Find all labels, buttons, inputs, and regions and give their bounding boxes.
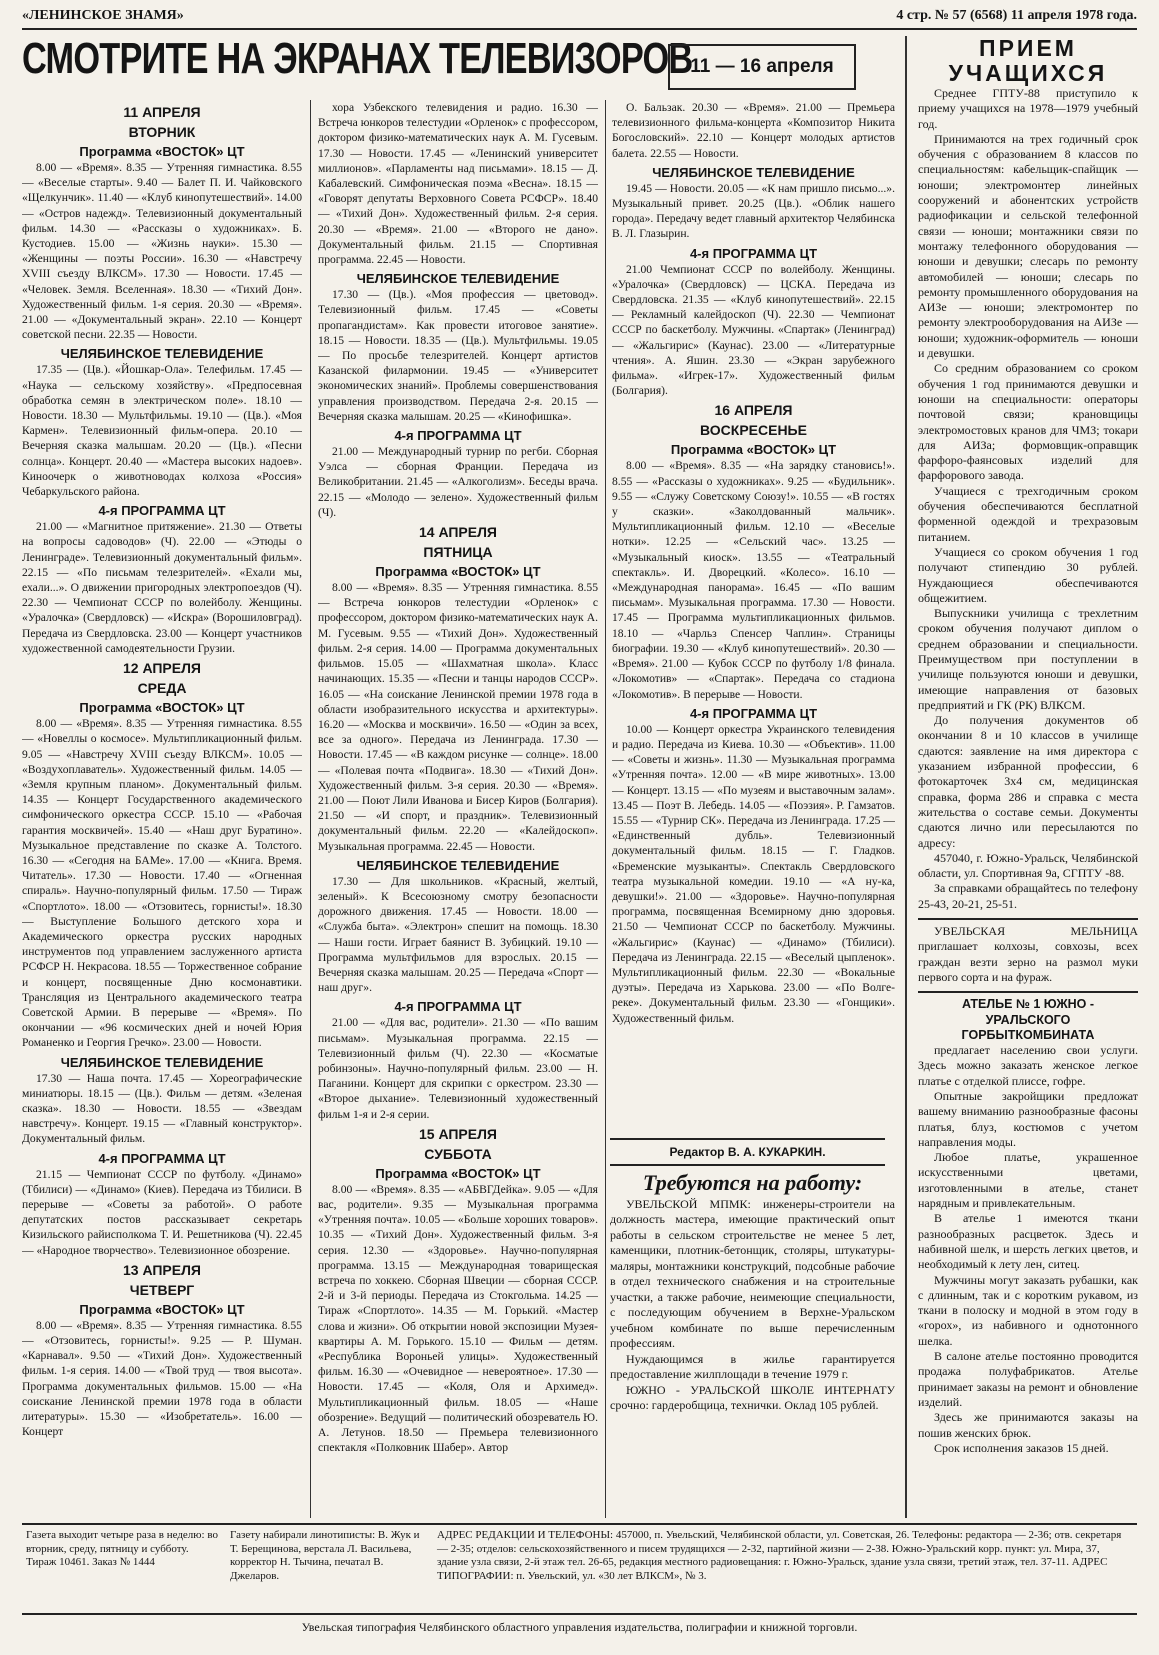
jobs-title: Требуются на работу: xyxy=(642,1170,863,1195)
footer-publishing-info: Газета выходит четыре раза в неделю: во вторник, среду, пятницу и субботу. Тираж 10461. Заказ № 1444 xyxy=(26,1529,218,1568)
atelier-ad xyxy=(918,991,1138,1456)
column-divider xyxy=(310,100,311,1518)
schedule-text: 19.45 — Новости. 20.05 — «К нам пришло письмо...». Музыкальный привет. 20.25 (Цв.). «Облик нашего города». Передачу ведет главный архитектор Челябинска В. Л. Глазырин. xyxy=(612,181,895,241)
issue-info: 4 стр. № 57 (6568) 11 апреля 1978 года. xyxy=(896,8,1137,23)
footer-box xyxy=(22,1523,1137,1615)
atelier-ad-text: Здесь же принимаются заказы на пошив женских брюк. xyxy=(918,1410,1138,1440)
schedule-text: 8.00 — «Время». 8.35 — Утренняя гимнастика. 8.55 — Встреча юнкоров телестудии «Орленок» с профессором, доктором физико-математических наук А. М. Гусевым. 9.55 — «Тихий Дон». Художественный фильм. 2-я серия. 14.00 — Программа документальных фильмов. 15.05 — «Шахматная школа». Класс начинающих. 15.35 — «Песни и танцы народов СССР». 16.05 — «На соискание Ленинской премии 1978 года в области изобразительного искусства и архитектуры». 16.20 — «Москва и москвичи». 16.50 — «Один за всех, все за одного». Передача из Ленинграда. 17.30 — Новости. 17.45 — «В каждом рисунке — солнце». 18.00 — «Полевая почта «Подвига». 18.30 — «Тихий Дон». Художественный фильм. 3-я серия. 20.30 — «Время». 21.00 — Поют Лили Иванова и Бисер Киров (Болгария). 21.50 — «И спорт, и праздник». Телевизионный документальный фильм. 22.20 — «Калейдоскоп». Музыкальная программа. 22.45 — Новости. xyxy=(318,581,598,853)
schedule-text: 21.15 — Чемпионат СССР по футболу. «Динамо» (Тбилиси) — «Динамо» (Киев). Передача из Тбилиси. В перерыве — «Советы за работой». О работе депутатских постов рассказывает секретарь Кизильского райисполкома Т. И. Решетникова (Ч). 22.45 — «Народное творчество». Телевизионное обозрение. xyxy=(22,1167,302,1257)
program-heading: Программа «ВОСТОК» ЦТ xyxy=(79,700,245,716)
program-heading: ЧЕЛЯБИНСКОЕ ТЕЛЕВИДЕНИЕ xyxy=(60,1054,264,1070)
weekday-heading: СРЕДА xyxy=(137,680,187,697)
page-header xyxy=(22,8,1137,30)
program-heading: ЧЕЛЯБИНСКОЕ ТЕЛЕВИДЕНИЕ xyxy=(652,164,855,180)
atelier-ad-text: В ателье 1 имеются ткани разнообразных расцветок. Здесь и набивной шелк, и шерсть легких цветов, и необходимый к лету лен, ситец. xyxy=(918,1211,1138,1272)
admission-text: Учащиеся с трехгодичным сроком обучения обеспечиваются бесплатной форменной одеждой и трехразовым питанием. xyxy=(918,483,1138,544)
atelier-ad-heading: АТЕЛЬЕ № 1 ЮЖНО - УРАЛЬСКОГО ГОРБЫТКОМБИНАТА xyxy=(961,997,1095,1042)
tv-column-3 xyxy=(612,100,895,1130)
schedule-text: 17.35 — (Цв.). «Йошкар-Ола». Телефильм. 17.45 — «Наука — сельскому хозяйству». «Предпосевная обработка семян в электрическом поле». 18.10 — Новости. 18.30 — Мультфильмы. 19.10 — (Цв.). «Моя Кармен». Телевизионный фильм-опера. 20.10 — Вечерняя сказка малышам. 20.20 — (Цв.). «Песни солнца». Концерт. 20.40 — «Мастера высоких надоев». Киноочерк о животноводах колхоза «Россия» Чебаркульского района. xyxy=(22,363,302,499)
mill-ad-text: УВЕЛЬСКАЯ МЕЛЬНИЦА приглашает колхозы, совхозы, всех граждан везти зерно на размол муки первого сорта и на фураж. xyxy=(918,924,1138,984)
schedule-text: 17.30 — Для школьников. «Красный, желтый, зеленый». К Всесоюзному смотру безопасности дорожного движения. 17.45 — Новости. 18.00 — «Служба быта». «Электрон» спешит на помощь. 18.30 — Наши гости. Играет баянист В. Зубицкий. 19.10 — Программа мультфильмов для взрослых. 20.15 — Вечерняя сказка малышам. 20.25 — Передача «Спорт — наш друг». xyxy=(318,874,598,995)
program-heading: ЧЕЛЯБИНСКОЕ ТЕЛЕВИДЕНИЕ xyxy=(356,271,560,287)
program-heading: Программа «ВОСТОК» ЦТ xyxy=(670,442,837,458)
jobs-text: ЮЖНО - УРАЛЬСКОЙ ШКОЛЕ ИНТЕРНАТУ срочно: гардеробщица, технички. Оклад 105 рублей. xyxy=(610,1382,895,1412)
program-heading: Программа «ВОСТОК» ЦТ xyxy=(79,1301,245,1317)
weekday-heading: ПЯТНИЦА xyxy=(423,544,493,561)
admission-text: Со средним образованием со сроком обучения 1 год принимаются девушки и юноши на специальности: операторы почтовой связи; крановщицы электромостовых кранов для ЧМЗ; токари для АИЗа; формовщик-оправщик фарфоро-фаянсовых изделий для фарфорового завода. xyxy=(918,361,1138,483)
schedule-text: 21.00 — «Для вас, родители». 21.30 — «По вашим письмам». Музыкальная программа. 22.15 — Телевизионный фильм (Ч). 22.30 — «Косматые робинзоны». Научно-популярный фильм. 23.00 — Н. Паганини. Концерт для скрипки с оркестром. 23.30 — «Второе дыхание». Телевизионный художественный фильм 1-я и 2-я серии. xyxy=(318,1016,598,1121)
date-range-box: 11 — 16 апреля xyxy=(668,44,856,90)
tv-column-2 xyxy=(318,100,598,1518)
program-heading: Программа «ВОСТОК» ЦТ xyxy=(375,564,541,580)
jobs-text: Нуждающимся в жилье гарантируется предоставление жилплощади в течение 1979 г. xyxy=(610,1351,895,1381)
schedule-text: 21.00 — Международный турнир по регби. Сборная Уэлса — сборная Франции. Передача из Великобритании. 21.45 — «Алкоголизм». Беседы врача. 22.15 — «Молодо — зелено». Художественный фильм (Ч). xyxy=(318,445,598,519)
program-heading: Программа «ВОСТОК» ЦТ xyxy=(375,1165,541,1181)
schedule-text: 8.00 — «Время». 8.35 — «АБВГДейка». 9.05 — «Для вас, родители». 9.35 — Музыкальная программа «Утренняя почта». 10.05 — «Больше хороших товаров». 10.35 — «Тихий Дон». Художественный фильм. 3-я серия. 12.30 — «Здоровье». Научно-популярная программа. 13.15 — Международная товарищеская встреча по хоккею. Сборная Швеции — сборная СССР. 2-й и 3-й периоды. Передача из Стокгольма. 14.25 — Тираж «Спортлото». 14.35 — М. Горький. «Мастер слова и жизни». Об открытии новой экспозиции Музея-квартиры А. М. Горького. 15.10 — Фильм — детям. «Республика Вороньей улицы». Художественный фильм. 16.30 — «Очевидное — невероятное». 17.30 — Новости. 17.45 — «Коля, Оля и Архимед». Мультипликационный фильм. 18.05 — «Наше обозрение». Ведущий — политический обозреватель Ю. А. Летунов. 18.50 — Премьера телевизионного спектакля «Полковник Шабер». Автор xyxy=(318,1182,598,1455)
printing-house-line: Увельская типография Челябинского областного управления издательства, полиграфии и книжной торговли. xyxy=(301,1620,858,1634)
atelier-ad-text: Любое платье, украшенное искусственными цветами, изготовленными в ателье, станет нарядным и привлекательным. xyxy=(918,1150,1138,1211)
atelier-ad-text: В салоне ателье постоянно проводится продажа полуфабрикатов. Ателье принимает заказы на ремонт и обновление изделий. xyxy=(918,1349,1138,1409)
schedule-text: 8.00 — «Время». 8.35 — Утренняя гимнастика. 8.55 — «Новеллы о космосе». Мультипликационный фильм. 9.05 — «Навстречу XVIII съезду ВЛКСМ». 10.05 — «Воздухоплаватель». Художественный фильм. 14.05 — «Земля крупным планом». Документальный фильм. 14.35 — Концерт Государственного академического симфонического оркестра СССР. 15.10 — «Рабочая гарантия москвичей». 15.40 — «Наш друг Буратино». Музыкальное представление по сказке А. Толстого. 16.30 — «Сегодня на БАМе». 17.00 — «Книга. Время. Читатель». 17.30 — Новости. 17.40 — «Огненная спираль». Научно-популярный фильм. 17.50 — Тираж «Спортлото». 18.00 — «Отзовитесь, горнисты!». 18.30 — Выступление Большого детского хора и Академического оркестра русских народных инструментов под управлением заслуженного артиста РСФСР Н. Некрасова. 18.55 — Торжественное собрание и концерт, посвященные Дню космонавтики. Трансляция из Центрального академического театра Советской Армии. В перерыве — «Время». По окончании — «96 космических дней и ночей Юрия Романенко и Георгия Гречко». 23.00 — Новости. xyxy=(22,717,302,1050)
schedule-text: хора Узбекского телевидения и радио. 16.30 — Встреча юнкоров телестудии «Орленок» с профессором, доктором физико-математических наук А. М. Гусевым. 17.30 — Новости. 17.45 — «Ленинский университет миллионов». «Парламенты над письмами». 18.15 — Д. Кабалевский. Симфоническая поэма «Весна». 18.15 — «Говорят депутаты Верховного Совета РСФСР». 18.40 — «Тихий Дон». Художественный фильм. 2-я серия. 20.30 — «Время». 21.00 — «Второго не дано». Документальный фильм. 21.15 — Спортивная программа. 22.45 — Новости. xyxy=(318,101,598,267)
weekday-heading: ЧЕТВЕРГ xyxy=(129,1281,195,1298)
schedule-text: 17.30 — (Цв.). «Моя профессия — цветовод». Телевизионный фильм. 17.45 — «Советы пропагандистам». Как провести итоговое занятие». 18.15 — Новости. 18.35 — (Цв.). Мультфильмы. 19.05 — По просьбе телезрителей. Концерт артистов Казанской филармонии. 19.45 — «Университет экономических знаний». Проблемы совершенствования управления производством. Передача 2-я. 20.15 — Вечерняя сказка малышам. 20.25 — «Кинофишка». xyxy=(318,288,598,423)
admission-text: Учащиеся со сроком обучения 1 год получают стипендию 30 рублей. Нуждающиеся обеспечиваются общежитием. xyxy=(918,544,1138,605)
atelier-ad-text: Мужчины могут заказать рубашки, как с длинным, так и с коротким рукавом, из ткани в полоску и модной в этом году в «горох», из набивного и однотонного шелка. xyxy=(918,1272,1138,1348)
footer-address-info: АДРЕС РЕДАКЦИИ И ТЕЛЕФОНЫ: 457000, п. Увельский, Челябинской области, ул. Советская, 26. Телефоны: редактора — 2-36; отв. секретаря — 2-35; отделов: сельскохозяйственного и писем трудящихся — 2-32, партийной жизни — 2-38. Южно-Уральский корр. пункт: ул. Мира, 37, здание узла связи, 2-й этаж тел. 26-65, редакция местного радиовещания: г. Южно-Уральск, здание узла связи, третий этаж, тел. 37-11. АДРЕС ТИПОГРАФИИ: п. Увельский, ул. «30 лет ВЛКСМ», № 3. xyxy=(437,1529,1122,1582)
admission-text: До получения документов об окончании 8 и 10 классов в училище сдаются: заявление на имя директора с указанием избранной профессии, 6 фотокарточек 3х4 см, медицинская справка, форма 286 и справка с места жительства о составе семьи. Документы сдаются лично или пересылаются по адресу: xyxy=(918,713,1138,850)
admission-text: Среднее ГПТУ-88 приступило к приему учащихся на 1978—1979 учебный год. xyxy=(918,86,1138,131)
program-heading: ЧЕЛЯБИНСКОЕ ТЕЛЕВИДЕНИЕ xyxy=(60,346,264,362)
day-heading: 11 АПРЕЛЯ xyxy=(123,104,201,120)
admission-title: УЧАЩИХСЯ xyxy=(948,60,1108,86)
day-heading: 13 АПРЕЛЯ xyxy=(122,1261,201,1278)
footer-staff-info: Газету набирали линотиписты: В. Жук и Т. Берещинова, верстала Л. Васильева, корректор Н. Тычина, печатал В. Джеларов. xyxy=(230,1529,420,1582)
program-heading: 4-я ПРОГРАММА ЦТ xyxy=(689,245,818,261)
jobs-section xyxy=(610,1170,895,1414)
atelier-ad-text: Опытные закройщики предложат вашему вниманию разнообразные фасоны платья, блуз, костюмов с учетом направления моды. xyxy=(918,1089,1138,1149)
program-heading: 4-я ПРОГРАММА ЦТ xyxy=(689,705,818,721)
weekday-heading: ВТОРНИК xyxy=(128,124,196,140)
column-divider xyxy=(905,36,907,1518)
schedule-text: 17.30 — Наша почта. 17.45 — Хореографические миниатюры. 18.15 — (Цв.). Фильм — детям. «Зеленая сказка». 18.30 — Новости. 18.55 — «Звездам навстречу». Концерт. 19.15 — «Главный конструктор». Документальный фильм. xyxy=(22,1071,302,1146)
program-heading: 4-я ПРОГРАММА ЦТ xyxy=(98,503,226,519)
admission-text: Принимаются на трех годичный срок обучения с образованием 8 классов по специальностям: кабельщик-спайщик — юноши; электромонтер линейных сооружений и абонентских устройств радиофикации и сельской телефонной связи — юноши; монтажники связи по монтажу телефонного оборудования — юноши и девушки; слесарь по ремонту автомобилей — юноши; слесарь по ремонту промышленного оборудования на АИЗе — юноши; электромонтер по ремонту электрооборудования на АИЗе — юноши; художник-оформитель — юноши и девушки. xyxy=(918,131,1138,361)
atelier-ad-text: предлагает населению свои услуги. Здесь можно заказать женское легкое платье с отделкой плиссе, гофре. xyxy=(918,1043,1138,1088)
program-heading: 4-я ПРОГРАММА ЦТ xyxy=(394,428,522,444)
day-heading: 15 АПРЕЛЯ xyxy=(418,1125,497,1142)
newspaper-name: «ЛЕНИНСКОЕ ЗНАМЯ» xyxy=(22,8,184,23)
schedule-text: 8.00 — «Время». 8.35 — Утренняя гимнастика. 8.55 — «Отзовитесь, горнисты!». 9.25 — Р. Шуман. «Карнавал». 9.50 — «Тихий Дон». Художественный фильм. 1-я серия. 14.00 — «Твой труд — твоя высота». Программа документальных фильмов. 15.00 — «На соискание Ленинской премии 1978 года в области литературы». 15.30 — «Изобретатель». 16.00 — Концерт xyxy=(22,1318,302,1439)
admission-phone: За справками обращайтесь по телефону 25-43, 20-21, 25-51. xyxy=(918,881,1138,911)
admission-title: ПРИЕМ xyxy=(979,36,1077,61)
jobs-text: УВЕЛЬСКОЙ МПМК: инженеры-строители на должность мастера, имеющие практический опыт работы в сельском строительстве не менее 5 лет, каменщики, плотник-бетонщик, столяры, штукатуры-маляры, монтажники конструкций, подсобные рабочие в отдел технического снабжения и на строительные участки, а также рабочие, неимеющие специальности, с последующим обучением в Верхне-Уральском учебном комбинате по выше перечисленным профессиям. xyxy=(610,1196,895,1350)
schedule-text: 21.00 Чемпионат СССР по волейболу. Женщины. «Уралочка» (Свердловск) — ЦСКА. Передача из Свердловска. 21.35 — «Клуб кинопутешествий». 22.15 — Рекламный калейдоскоп (Ч). 22.30 — Чемпионат СССР по баскетболу. Мужчины. «Спартак» (Ленинград) — «Жальгирис» (Каунас). 23.00 — «Литературные чтения». А. Яшин. 23.30 — «Экран зарубежного фильма». «Игрек-17». Художественный фильм (Болгария). xyxy=(612,262,895,398)
day-heading: 14 АПРЕЛЯ xyxy=(418,524,497,541)
schedule-text: 8.00 — «Время». 8.35 — Утренняя гимнастика. 8.55 — «Веселые старты». 9.40 — Балет П. И. Чайковского «Щелкунчик». 11.40 — «Клуб кинопутешествий». 14.00 — «Остров надежд». Телевизионный документальный фильм. 14.30 — «Рассказы о художниках». Б. Кустодиев. 15.00 — «Жизнь науки». 15.30 — «Женщины — поэты России». 16.30 — «Навстречу XVIII съезду ВЛКСМ». 17.30 — Новости. 17.45 — «Человек. Земля. Вселенная». 18.30 — «Тихий Дон». Художественный фильм. 1-я серия. 20.30 — «Время». 21.00 — «Документальный экран». 22.10 — Концерт советской песни. 22.35 — Новости. xyxy=(22,161,302,342)
weekday-heading: СУББОТА xyxy=(424,1145,492,1162)
editor-line: Редактор В. А. КУКАРКИН. xyxy=(610,1138,885,1166)
admission-text: Выпускники училища с трехлетним сроком обучения получают диплом о среднем образовании и специальности. Преимуществом при поступлении в училище пользуются юноши и девушки, имеющие направления от базовых предприятий и ГК (РК) ВЛКСМ. xyxy=(918,606,1138,712)
schedule-text: О. Бальзак. 20.30 — «Время». 21.00 — Премьера телевизионного фильма-концерта «Композитор Никита Богословский». 22.10 — Концерт молодых артистов балета. 22.55 — Новости. xyxy=(612,101,895,160)
schedule-text: 8.00 — «Время». 8.35 — «На зарядку становись!». 8.55 — «Рассказы о художниках». 9.25 — «Будильник». 9.55 — «Служу Советскому Союзу!». 10.55 — «В гостях у сказки». «Заколдованный мальчик». Мультипликационный фильм. 12.10 — «Веселые нотки». 12.25 — «Сельский час». 13.25 — «Музыкальный киоск». 13.55 — «Театральный спектакль». И. Дворецкий. «Колесо». 16.10 — «Международная панорама». 16.45 — «По вашим письмам». Музыкальная программа. 17.30 — Новости. 17.45 — Программа мультипликационных фильмов. 18.10 — «Чарльз Спенсер Чаплин». Страницы биографии. 19.30 — «Клуб кинопутешествий». 20.30 — «Время». 21.00 — Кубок СССР по футболу 1/8 финала. «Локомотив» — «Спартак». Передача со стадиона «Локомотив». В перерыве — Новости. xyxy=(612,459,895,701)
atelier-ad-text: Срок исполнения заказов 15 дней. xyxy=(934,1440,1109,1455)
schedule-text: 10.00 — Концерт оркестра Украинского телевидения и радио. Передача из Киева. 10.30 — «Объектив». 11.00 — «Советы и жизнь». 11.30 — Музыкальная программа «Утренняя почта». 12.00 — «В мире животных». 13.00 — Концерт. 13.15 — «По музеям и выставочным залам». 13.45 — Поэт В. Лебедь. 14.05 — «Поэзия». Р. Гамзатов. 15.55 — «Турнир СК». Передача из Ленинграда. 17.25 — «Единственный дубль». Телевизионный документальный фильм. 18.15 — Г. Гладков. «Бременские музыканты». Спектакль Свердловского театра музыкальной комедии. 19.10 — «А ну-ка, девушки!». 21.00 — «Здоровье». Научно-популярная программа, посвященная Всемирному дню здоровья. 21.50 — Чемпионат СССР по баскетболу. Мужчины. «Жальгирис» (Каунас) — «Динамо» (Тбилиси). Передача из Ленинграда. 22.15 — «Веселый цыпленок». Мультипликационный фильм. 22.30 — «Вокальные дуэты». Передача из Харькова. 23.00 — «По Волге-реке». Документальный фильм. 23.30 — «Гонщики». Художественный фильм. xyxy=(612,722,895,1025)
column-divider xyxy=(605,100,606,1518)
tv-column-1 xyxy=(22,100,302,1518)
program-heading: ЧЕЛЯБИНСКОЕ ТЕЛЕВИДЕНИЕ xyxy=(356,857,560,873)
mill-ad xyxy=(918,918,1138,985)
program-heading: 4-я ПРОГРАММА ЦТ xyxy=(98,1150,226,1166)
schedule-text: 21.00 — «Магнитное притяжение». 21.30 — Ответы на вопросы садоводов» (Ч). 22.00 — «Этюды о Ленинграде». Телевизионный документальный фильм». 22.15 — «По письмам телезрителей». «Ехали мы, ехали...». О движении пригородных электропоездов (Ч). 22.30 — Чемпионат СССР по волейболу. Женщины. «Уралочка» (Свердловск) — «Искра» (Ворошиловград). Передача из Свердловска. 23.00 — Концерт участников художественной самодеятельности Грузии. xyxy=(22,520,302,655)
right-column xyxy=(918,36,1138,1516)
program-heading: Программа «ВОСТОК» ЦТ xyxy=(79,144,245,159)
program-heading: 4-я ПРОГРАММА ЦТ xyxy=(394,999,522,1015)
day-heading: 12 АПРЕЛЯ xyxy=(122,660,201,677)
weekday-heading: ВОСКРЕСЕНЬЕ xyxy=(700,422,807,439)
main-title: СМОТРИТЕ НА ЭКРАНАХ ТЕЛЕВИЗОРОВ xyxy=(22,34,693,83)
admission-address: 457040, г. Южно-Уральск, Челябинской области, ул. Спортивная 9а, СГПТУ -88. xyxy=(918,850,1138,881)
day-heading: 16 АПРЕЛЯ xyxy=(714,402,793,419)
